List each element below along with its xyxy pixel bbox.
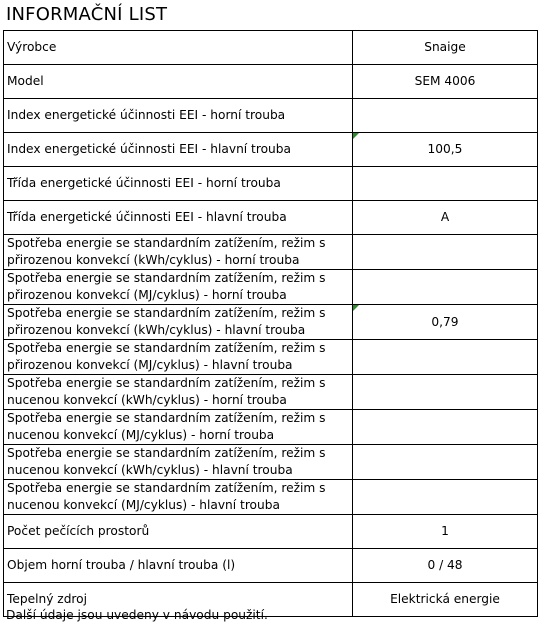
- row-label[interactable]: Spotřeba energie se standardním zatížením, režim s přirozenou konvekcí (MJ/cyklus) - horní trouba: [4, 270, 353, 305]
- row-value[interactable]: 0,79: [353, 305, 538, 340]
- row-value[interactable]: 1: [353, 515, 538, 549]
- row-label[interactable]: Spotřeba energie se standardním zatížením, režim s nucenou konvekcí (MJ/cyklus) - horní trouba: [4, 410, 353, 445]
- table-row: [4, 201, 538, 235]
- row-label[interactable]: Model: [4, 65, 353, 99]
- row-value[interactable]: Elektrická energie: [353, 583, 538, 617]
- row-value[interactable]: [353, 375, 538, 410]
- row-label[interactable]: Počet pečících prostorů: [4, 515, 353, 549]
- table-row: [4, 133, 538, 167]
- info-table: [3, 30, 538, 617]
- row-label[interactable]: Spotřeba energie se standardním zatížením, režim s přirozenou konvekcí (kWh/cyklus) - horní trouba: [4, 235, 353, 270]
- table-row: [4, 375, 538, 410]
- row-label[interactable]: Objem horní trouba / hlavní trouba (l): [4, 549, 353, 583]
- row-label[interactable]: Spotřeba energie se standardním zatížením, režim s nucenou konvekcí (kWh/cyklus) - horní trouba: [4, 375, 353, 410]
- row-value[interactable]: [353, 235, 538, 270]
- table-row: [4, 167, 538, 201]
- table-row: [4, 515, 538, 549]
- table-row: [4, 31, 538, 65]
- table-row: [4, 270, 538, 305]
- table-row: [4, 305, 538, 340]
- row-label[interactable]: Třída energetické účinnosti EEI - hlavní trouba: [4, 201, 353, 235]
- row-value[interactable]: [353, 480, 538, 515]
- row-value[interactable]: [353, 340, 538, 375]
- row-label[interactable]: Výrobce: [4, 31, 353, 65]
- table-row: [4, 445, 538, 480]
- row-value[interactable]: 0 / 48: [353, 549, 538, 583]
- row-label[interactable]: Spotřeba energie se standardním zatížením, režim s přirozenou konvekcí (MJ/cyklus) - hlavní trouba: [4, 340, 353, 375]
- row-value[interactable]: SEM 4006: [353, 65, 538, 99]
- sheet-title: INFORMAČNÍ LIST: [6, 4, 168, 25]
- row-value[interactable]: [353, 410, 538, 445]
- footer-note: Další údaje jsou uvedeny v návodu použití.: [6, 608, 268, 622]
- row-value[interactable]: Snaige: [353, 31, 538, 65]
- row-value[interactable]: [353, 167, 538, 201]
- row-label[interactable]: Spotřeba energie se standardním zatížením, režim s nucenou konvekcí (MJ/cyklus) - hlavní trouba: [4, 480, 353, 515]
- row-label[interactable]: Index energetické účinnosti EEI - hlavní trouba: [4, 133, 353, 167]
- row-value[interactable]: 100,5: [353, 133, 538, 167]
- table-row: [4, 480, 538, 515]
- table-row: [4, 65, 538, 99]
- row-value[interactable]: [353, 445, 538, 480]
- table-row: [4, 549, 538, 583]
- table-row: [4, 99, 538, 133]
- table-row: [4, 235, 538, 270]
- row-label[interactable]: Tepelný zdroj: [4, 583, 353, 617]
- row-label[interactable]: Třída energetické účinnosti EEI - horní trouba: [4, 167, 353, 201]
- row-label[interactable]: Spotřeba energie se standardním zatížením, režim s přirozenou konvekcí (kWh/cyklus) - hlavní trouba: [4, 305, 353, 340]
- row-label[interactable]: Spotřeba energie se standardním zatížením, režim s nucenou konvekcí (kWh/cyklus) - hlavní trouba: [4, 445, 353, 480]
- row-value[interactable]: A: [353, 201, 538, 235]
- table-row: [4, 410, 538, 445]
- row-value[interactable]: [353, 270, 538, 305]
- table-row: [4, 340, 538, 375]
- row-value[interactable]: [353, 99, 538, 133]
- row-label[interactable]: Index energetické účinnosti EEI - horní trouba: [4, 99, 353, 133]
